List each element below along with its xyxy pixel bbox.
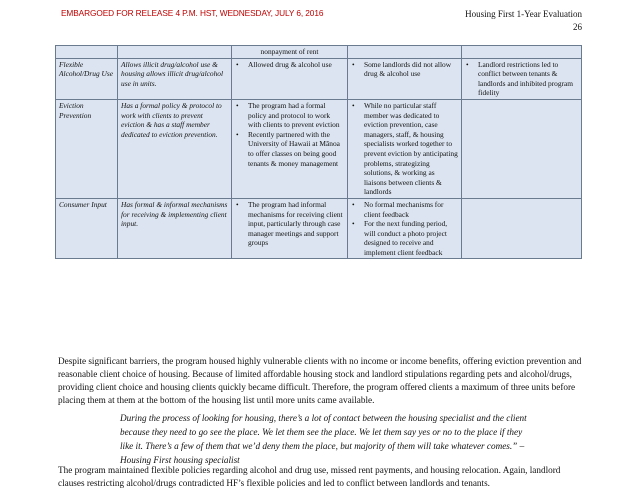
table-bullet: • Recently partnered with the University of Hawaii at Mānoa to offer classes on being good tenants & money management xyxy=(235,130,344,168)
body-paragraph: Despite significant barriers, the program housed highly vulnerable clients with no income or income benefits, offering eviction prevention and reasonable client choice of housing. Because of limited affordable housing stock and landlord stipulations regarding pets and alcohol/drugs, providing client choice and housing clients quickly became difficult. Therefore, the program offered clients a maximum of three units before placing them at them at the bottom of the housing list until more units came available. xyxy=(58,356,582,405)
table-bullet: • No formal mechanisms for client feedback xyxy=(351,200,458,219)
embargo-notice: EMBARGOED FOR RELEASE 4 P.M. HST, WEDNESDAY, JULY 6, 2016 xyxy=(61,8,324,18)
row-definition: Has formal & informal mechanisms for receiving & implementing client input. xyxy=(118,198,232,259)
page-number: 26 xyxy=(573,22,582,32)
table-row xyxy=(56,99,582,198)
table-bullet: • For the next funding period, will conduct a photo project designed to receive and implement client feedback xyxy=(351,219,458,257)
body-paragraph: The program maintained flexible policies regarding alcohol and drug use, missed rent payments, and housing relocation. Again, landlord clauses restricting alcohol/drugs contradicted HF’s flexible policies and led to conflict between landlords and tenants. xyxy=(58,465,561,488)
row-definition: Has a formal policy & protocol to work with clients to prevent eviction & has a staff member dedicated to eviction prevention. xyxy=(118,99,232,198)
table-row xyxy=(56,58,582,99)
row-label: Eviction Prevention xyxy=(56,99,118,198)
row-definition: Allows illicit drug/alcohol use & housing allows illicit drug/alcohol use in units. xyxy=(118,58,232,99)
running-header xyxy=(465,8,582,34)
table-row xyxy=(56,198,582,259)
table-bullet: • Some landlords did not allow drug & alcohol use xyxy=(351,60,458,79)
table-bullet: • Allowed drug & alcohol use xyxy=(235,60,344,70)
row-label: Consumer Input xyxy=(56,198,118,259)
evaluation-table xyxy=(55,45,582,259)
table-cell-continuation: nonpayment of rent xyxy=(232,46,348,59)
table-row-continuation xyxy=(56,46,582,59)
table-bullet: • Landlord restrictions led to conflict between tenants & landlords and inhibited program fidelity xyxy=(465,60,578,98)
table-bullet: • The program had a formal policy and protocol to work with clients to prevent eviction xyxy=(235,101,344,130)
table-bullet: • The program had informal mechanisms for receiving client input, particularly through case manager meetings and support groups xyxy=(235,200,344,248)
row-label: Flexible Alcohol/Drug Use xyxy=(56,58,118,99)
blockquote: During the process of looking for housing, there’s a lot of contact between the housing specialist and the client because they need to go see the place. We let them see the place. We let them say yes or no to the place if they like it. There’s a few of them that we’d deny them the place, but majority of them will take whatever comes.” – Housing First housing specialist xyxy=(120,413,527,465)
table-bullet: • While no particular staff member was dedicated to eviction prevention, case managers, staff, & housing specialists worked together to prevent eviction by anticipating problems, strategizing solutions, & working as liaisons between clients & landlords xyxy=(351,101,458,197)
report-title: Housing First 1-Year Evaluation xyxy=(465,9,582,19)
